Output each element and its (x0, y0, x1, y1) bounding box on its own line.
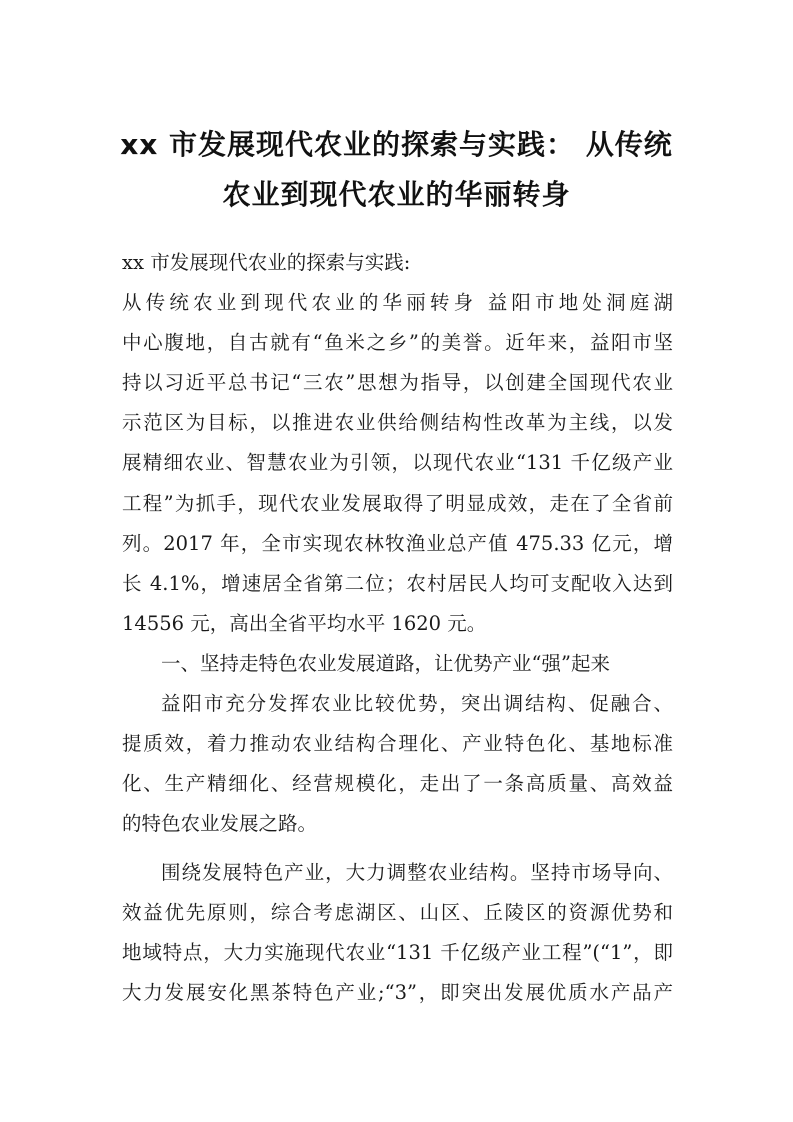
paragraph-2-line-3: 化、生产精细化、经营规模化，走出了一条高质量、高效益 (122, 772, 673, 795)
paragraph-1-line-5: 展精细农业、智慧农业为引领，以现代农业“131 千亿级产业 (122, 451, 673, 474)
paragraph-3-line-3: 地域特点，大力实施现代农业“131 千亿级产业工程”(“1”，即 (122, 941, 673, 964)
document-title-line-1: xx 市发展现代农业的探索与实践： 从传统 (120, 128, 673, 161)
paragraph-1-line-3: 持以习近平总书记“三农”思想为指导，以创建全国现代农业 (122, 371, 673, 394)
paragraph-3-line-4: 大力发展安化黑茶特色产业;“3”，即突出发展优质水产品产 (122, 981, 673, 1004)
paragraph-1-line-1: 从传统农业到现代农业的华丽转身 益阳市地处洞庭湖 (122, 291, 673, 314)
paragraph-3-line-2: 效益优先原则，综合考虑湖区、山区、丘陵区的资源优势和 (122, 901, 673, 924)
paragraph-2-line-2: 提质效，着力推动农业结构合理化、产业特色化、基地标准 (122, 732, 673, 755)
paragraph-1-line-6: 工程”为抓手，现代农业发展取得了明显成效，走在了全省前 (122, 492, 673, 515)
document-subtitle: xx 市发展现代农业的探索与实践: (122, 251, 411, 274)
paragraph-1-line-7: 列。2017 年，全市实现农林牧渔业总产值 475.33 亿元，增 (122, 532, 673, 555)
document-title-line-2: 农业到现代农业的华丽转身 (222, 178, 571, 211)
paragraph-1-line-2: 中心腹地，自古就有“鱼米之乡”的美誉。近年来，益阳市坚 (122, 331, 673, 354)
paragraph-1-line-9: 14556 元，高出全省平均水平 1620 元。 (122, 612, 487, 635)
paragraph-2-line-1: 益阳市充分发挥农业比较优势，突出调结构、促融合、 (161, 692, 673, 715)
section-heading-1: 一、坚持走特色农业发展道路，让优势产业“强”起来 (161, 652, 610, 675)
paragraph-1-line-8: 长 4.1%，增速居全省第二位；农村居民人均可支配收入达到 (122, 572, 673, 595)
paragraph-2-line-4: 的特色农业发展之路。 (122, 812, 318, 835)
paragraph-1-line-4: 示范区为目标，以推进农业供给侧结构性改革为主线，以发 (122, 411, 673, 434)
paragraph-3-line-1: 围绕发展特色产业，大力调整农业结构。坚持市场导向、 (161, 861, 673, 884)
